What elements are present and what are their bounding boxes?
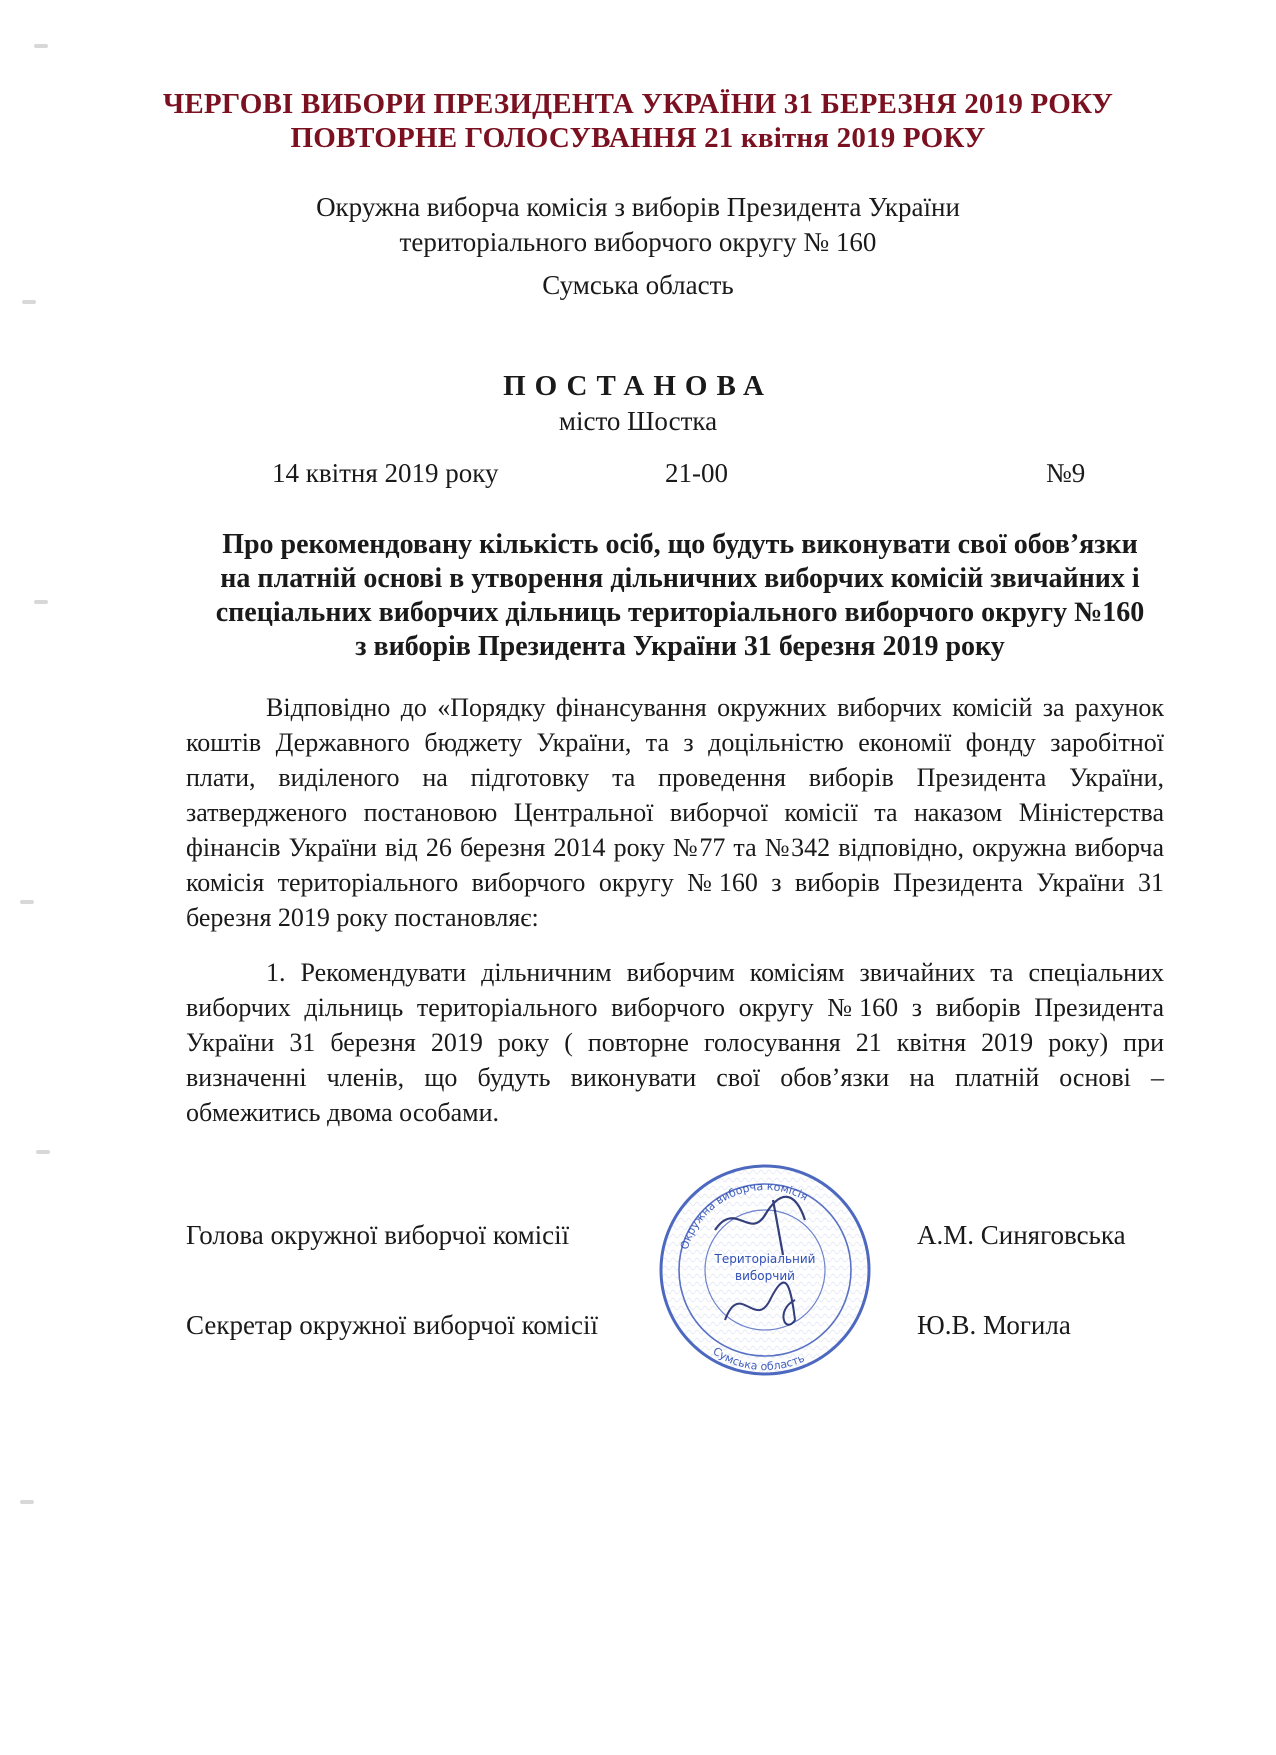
region-name: Сумська область [542,270,734,300]
scan-mark [20,900,34,904]
district-name: територіального виборчого округу № 160 [399,227,877,257]
subject-line: з виборів Президента України 31 березня 2019 року [355,631,1005,662]
runoff-title: ПОВТОРНЕ ГОЛОСУВАННЯ 21 квітня 2019 РОКУ [290,122,986,154]
resolution-text: 1. Рекомендувати дільничним виборчим комісіям звичайних та спеціальних виборчих дільниць територіального виборчого округу №160 з виборів Президента України 31 березня 2019 року ( повторне голосування 21 квітня 2019 року) при визначенні членів, що будуть виконувати свої обов’язки на платній основі – обмежитись двома особами. [186,958,1164,1127]
head-title: Голова окружної виборчої комісії [186,1220,570,1250]
decree-subject [185,528,1175,664]
scan-mark [20,1500,34,1504]
svg-text:виборчий: виборчий [735,1269,795,1283]
decree-date: 14 квітня 2019 року [272,458,499,488]
decree-number: №9 [1046,458,1086,488]
head-name: А.М. Синяговська [917,1220,1126,1250]
document-title: ПОСТАНОВА [503,370,773,402]
scan-mark [34,44,48,48]
preamble-text: Відповідно до «Порядку фінансування окружних виборчих комісій за рахунок коштів Державного бюджету України, та з доцільністю економії фонду заробітної плати, виділеного на підготовку та проведення виборів Президента України, затвердженого постановою Центральної виборчої комісії та наказом Міністерства фінансів України від 26 березня 2014 року №77 та №342 відповідно, окружна виборча комісія територіального виборчого округу №160 з виборів Президента України 31 березня 2019 року постановляє: [186,693,1164,932]
svg-text:Окружна виборча комісія: Окружна виборча комісія [677,1179,811,1252]
subject-line: Про рекомендовану кількість осіб, що будуть виконувати свої обов’язки [222,529,1138,560]
secretary-name: Ю.В. Могила [917,1310,1071,1340]
preamble-paragraph [186,690,1164,935]
scan-mark [34,600,48,604]
decree-time: 21-00 [665,458,728,488]
resolution-paragraph [186,955,1164,1130]
svg-text:Сумська область: Сумська область [710,1344,807,1374]
city: місто Шостка [558,406,718,436]
election-title: ЧЕРГОВІ ВИБОРИ ПРЕЗИДЕНТА УКРАЇНИ 31 БЕРЕЗНЯ 2019 РОКУ [162,88,1114,120]
subject-line: на платній основі в утворення дільничних виборчих комісій звичайних і [220,563,1140,594]
secretary-title: Секретар окружної виборчої комісії [186,1310,598,1340]
commission-name: Окружна виборча комісія з виборів Президента України [316,192,960,222]
official-stamp [655,1160,875,1380]
svg-text:Територіальний: Територіальний [714,1252,816,1266]
subject-line: спеціальних виборчих дільниць територіального виборчого округу №160 [215,597,1145,628]
scan-mark [36,1150,50,1154]
